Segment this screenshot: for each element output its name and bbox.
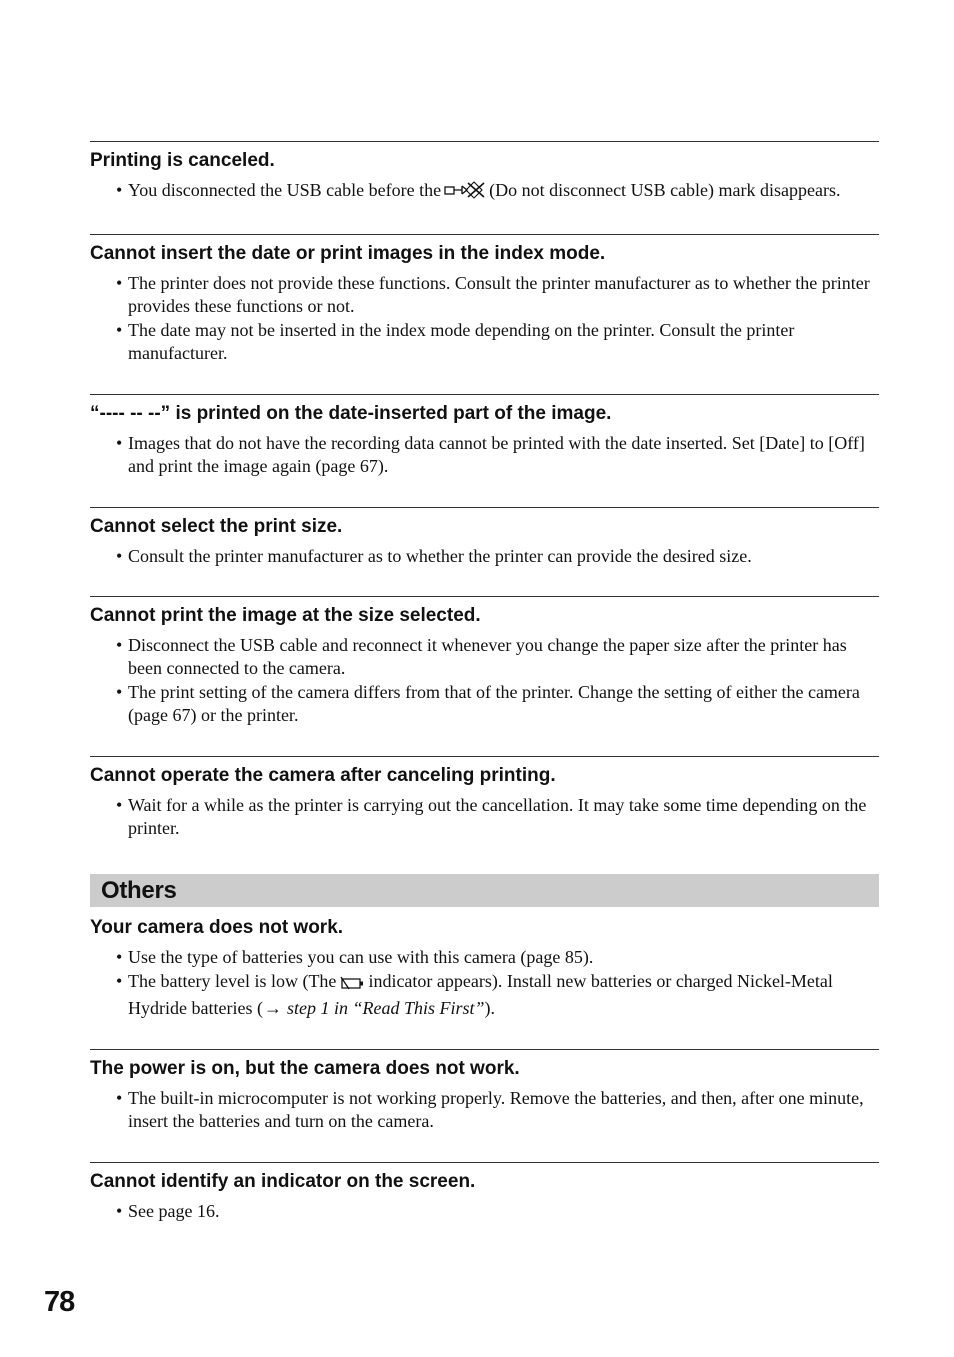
list-item: • Images that do not have the recording data cannot be printed with the date inserted. Set [Date] to [Off] and print the image again (page 67). [128,432,879,478]
section-cannot-operate [90,756,879,874]
section-cannot-select-size [90,507,879,596]
section-camera-not-work [90,916,879,1049]
list-item: • You disconnected the USB cable before the (Do not disconnect USB cable) mark disappears. [128,179,879,206]
bullet-list [90,1087,879,1133]
bullet-list [90,179,879,206]
section-heading: Cannot identify an indicator on the screen. [90,1171,476,1192]
section-power-on-not-work [90,1049,879,1162]
list-item: • Disconnect the USB cable and reconnect it whenever you change the paper size after the printer has been connected to the camera. [128,634,879,680]
section-heading: Your camera does not work. [90,917,344,938]
list-item: • The date may not be inserted in the index mode depending on the printer. Consult the printer manufacturer. [128,319,879,365]
usb-disconnect-icon [444,180,486,206]
section-heading: Cannot print the image at the size selected. [90,605,481,626]
section-heading: The power is on, but the camera does not work. [90,1058,520,1079]
list-item: • Wait for a while as the printer is carrying out the cancellation. It may take some time depending on the printer. [128,794,879,840]
cross-reference: step 1 in “Read This First” [286,998,485,1018]
bullet-list [90,432,879,478]
section-heading: Cannot operate the camera after canceling printing. [90,765,556,786]
section-heading: Printing is canceled. [90,150,275,171]
bullet-list [90,634,879,727]
section-identify-indicator [90,1162,879,1223]
section-printing-canceled [90,141,879,234]
page-number: 78 [44,1286,75,1318]
bullet-list [90,545,879,568]
section-cannot-insert-date [90,234,879,394]
section-heading: Cannot select the print size. [90,516,343,537]
list-item: • The built-in microcomputer is not working properly. Remove the batteries, and then, after one minute, insert the batteries and turn on the camera. [128,1087,879,1133]
bullet-list [90,1200,879,1223]
section-heading: Cannot insert the date or print images in the index mode. [90,243,606,264]
troubleshooting-content [90,141,879,1224]
list-item: • Consult the printer manufacturer as to whether the printer can provide the desired size. [128,545,879,568]
battery-low-icon [339,974,365,997]
others-title: Others [101,876,177,904]
list-item: • See page 16. [128,1200,879,1223]
bullet-list [90,946,879,1020]
section-cannot-print-size [90,596,879,756]
arrow-icon: → [263,998,282,1018]
list-item: • Use the type of batteries you can use with this camera (page 85). [128,946,879,969]
list-item: • The print setting of the camera differs from that of the printer. Change the setting of either the camera (page 67) or the printer. [128,681,879,727]
list-item: • The battery level is low (The indicator appears). Install new batteries or charged Nickel-Metal Hydride batteries (→ step 1 in “Read This First”). [128,970,879,1020]
bullet-list [90,272,879,365]
section-heading: “---- -- --” is printed on the date-inserted part of the image. [90,403,612,424]
section-dashes-printed [90,394,879,507]
others-band [90,874,879,907]
list-item: • The printer does not provide these functions. Consult the printer manufacturer as to whether the printer provides these functions or not. [128,272,879,318]
bullet-list [90,794,879,840]
